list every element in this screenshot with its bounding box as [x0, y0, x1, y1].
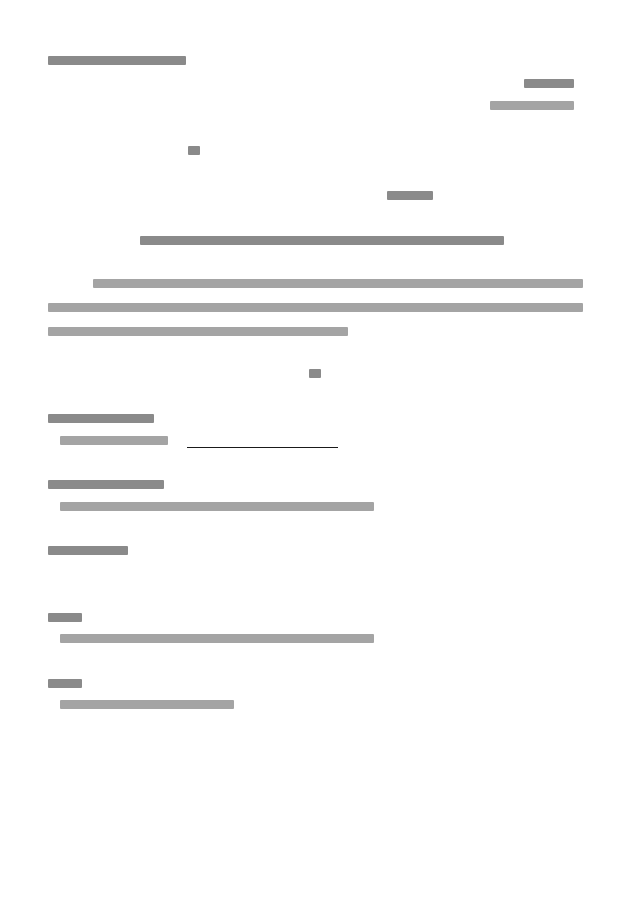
section-field: [60, 634, 374, 643]
section-heading: [48, 480, 164, 489]
section-field: [60, 436, 168, 445]
body-line-1: [93, 279, 583, 288]
form-label: [48, 56, 186, 65]
date-line: [490, 101, 574, 110]
body-line-3: [48, 327, 348, 336]
recipient-suffix: [188, 146, 200, 155]
section-heading: [48, 613, 82, 622]
amount-underline: [187, 447, 338, 448]
section-heading: [48, 414, 154, 423]
body-line-2: [48, 303, 583, 312]
section-heading: [48, 679, 82, 688]
note-marker: [309, 369, 321, 378]
section-field: [60, 700, 234, 709]
document-title: [140, 236, 504, 245]
section-heading: [48, 546, 128, 555]
issuer-name: [387, 191, 433, 200]
document-number: [524, 79, 574, 88]
section-field: [60, 502, 374, 511]
